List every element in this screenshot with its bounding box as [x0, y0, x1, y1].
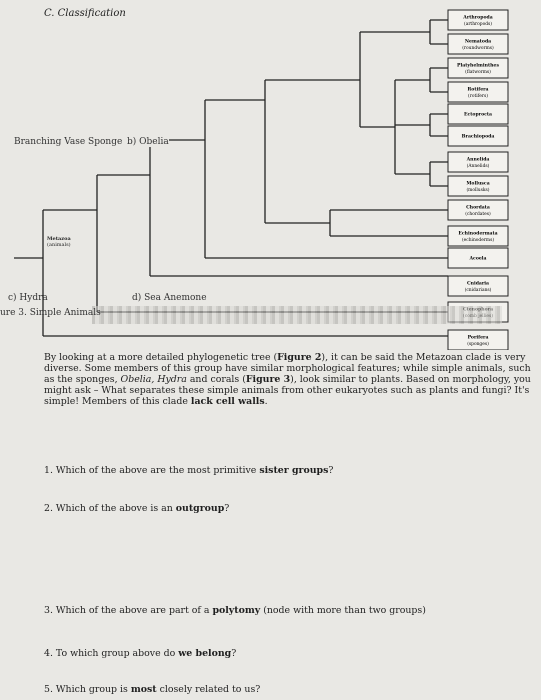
para-text-3: and corals (: [186, 374, 246, 385]
q1-bold: sister groups: [259, 465, 329, 476]
q2-end: ?: [224, 503, 230, 514]
q4-end: ?: [231, 648, 237, 659]
taxon-common-name: (arthropods): [464, 22, 492, 27]
label-obelia: b) Obelia: [127, 137, 169, 147]
para-text-1: By looking at a more detailed phylogenetic tree (: [44, 352, 278, 363]
q5-end: closely related to us?: [156, 684, 261, 695]
taxon-name: Platyhelminthes: [457, 63, 499, 69]
q4-bold: we belong: [178, 648, 232, 659]
q3-bold: polytomy: [212, 605, 261, 616]
taxon-common-name: (cnidarians): [464, 288, 492, 293]
metazoa-name: Metazoa: [47, 236, 71, 242]
taxon-name: Porifera: [467, 335, 489, 341]
question-4: [44, 648, 236, 659]
para-bold-figure3: Figure 3: [245, 374, 291, 385]
taxon-common-name: (chordates): [465, 212, 491, 217]
para-text-4: ), look similar to plants. Based on morphology, you might ask – What separates these simple animals from other eukaryotes such as plants and fungi? It's simple! Members of this clade: [44, 374, 531, 407]
label-metazoa: [47, 236, 71, 248]
para-italic-taxa: Obelia, Hydra: [120, 374, 187, 385]
taxon-common-name: (rotifers): [468, 94, 488, 99]
para-text-2: ), it can be said the Metazoan clade is very diverse. Some members of this group have similar morphological features; while simple animals, such as the sponges,: [44, 352, 531, 385]
q2-text: 2. Which of the above is an: [44, 503, 176, 514]
metazoa-common: (animals): [47, 242, 71, 248]
taxon-name: Mollusca: [466, 181, 490, 187]
figure-3-image-strip: [92, 306, 502, 324]
taxon-name: Nematoda: [464, 39, 492, 45]
taxon-name: Arthropoda: [463, 15, 493, 21]
question-1: [44, 465, 333, 476]
q5-text: 5. Which group is: [44, 684, 131, 695]
q2-bold: outgroup: [175, 503, 225, 514]
para-bold-figure2: Figure 2: [277, 352, 322, 363]
q4-text: 4. To which group above do: [44, 648, 179, 659]
q3-text: 3. Which of the above are part of a: [44, 605, 213, 616]
q5-bold: most: [130, 684, 157, 695]
taxon-common-name: (echinoderms): [461, 238, 495, 243]
taxon-name: Annelida: [466, 157, 490, 163]
para-bold-cell-walls: lack cell walls: [190, 396, 265, 407]
label-sea-anemone: d) Sea Anemone: [132, 293, 207, 303]
taxon-common-name: (sponges): [467, 342, 489, 347]
label-hydra: c) Hydra: [8, 293, 48, 303]
taxon-common-name: (Annelids): [466, 164, 490, 169]
taxon-name: Acoela: [469, 256, 487, 262]
taxon-name: Echinodermata: [458, 231, 498, 237]
q1-end: ?: [328, 465, 334, 476]
para-text-5: .: [264, 396, 268, 407]
taxon-name: Ectoprocta: [463, 112, 493, 118]
taxon-name: Rotifera: [467, 87, 489, 93]
question-3: [44, 605, 426, 616]
intro-paragraph: [44, 352, 534, 407]
question-2: [44, 503, 229, 514]
taxon-name: Chordata: [466, 205, 490, 211]
taxon-common-name: (mollusks): [466, 188, 490, 193]
q3-end: (node with more than two groups): [260, 605, 426, 616]
figure-3-caption: ure 3. Simple Animals: [0, 308, 101, 318]
q1-text: 1. Which of the above are the most primitive: [44, 465, 260, 476]
taxon-common-name: (flatworms): [465, 70, 491, 75]
question-5: [44, 684, 260, 695]
taxon-name: Cnidaria: [466, 281, 490, 287]
taxon-common-name: (roundworms): [462, 46, 494, 51]
label-branching-vase-sponge: Branching Vase Sponge: [14, 137, 123, 147]
section-title: C. Classification: [44, 8, 126, 19]
taxon-name: Brachiopoda: [461, 134, 495, 140]
